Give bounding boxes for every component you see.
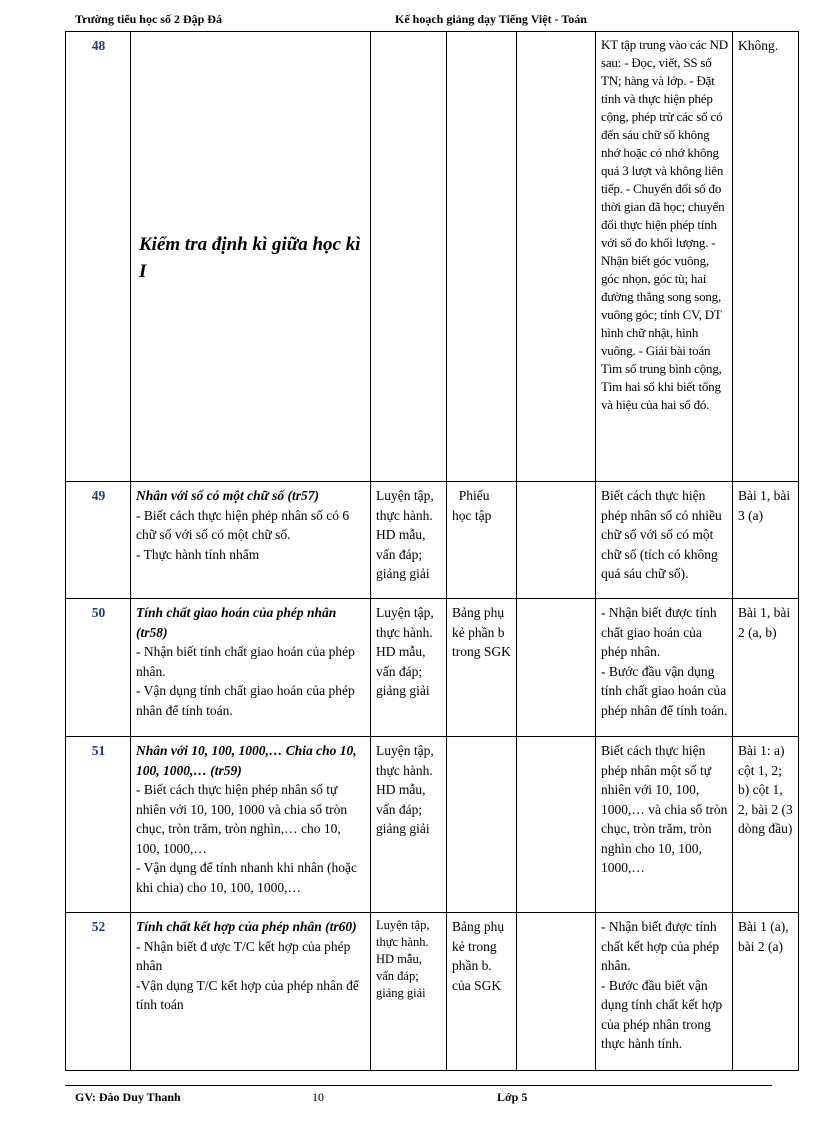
- method-cell: [371, 32, 447, 482]
- lesson-content-cell: [131, 599, 371, 737]
- empty-cell: [517, 913, 596, 1071]
- exercises-cell: Bài 1, bài 3 (a): [733, 482, 799, 599]
- requirements-cell: Biết cách thực hiện phép nhân số có nhiều chữ số với số có một chữ số (tích có không quá sáu chữ số).: [596, 482, 733, 599]
- requirements-cell: - Nhận biết được tính chất giao hoán của phép nhân. - Bước đầu vận dụng tính chất giao hoán của phép nhân để tính toán.: [596, 599, 733, 737]
- materials-cell: Bảng phụ kẻ phần b trong SGK: [447, 599, 517, 737]
- lesson-objective: - Vận dụng để tính nhanh khi nhân (hoặc khi chia) cho 10, 100, 1000,…: [136, 860, 357, 895]
- lesson-number: 49: [66, 482, 131, 599]
- header-school: Trường tiểu học số 2 Đập Đá: [75, 12, 222, 26]
- exercises-cell: Bài 1: a) cột 1, 2; b) cột 1, 2, bài 2 (3 dòng đầu): [733, 737, 799, 913]
- empty-cell: [517, 32, 596, 482]
- lesson-objective: - Biết cách thực hiện phép nhân số có 6 chữ số với số có một chữ số.: [136, 507, 350, 542]
- lesson-objective: - Vận dụng tính chất giao hoán của phép nhân để tính toán.: [136, 683, 355, 718]
- lesson-title: Tính chất kết hợp của phép nhân (tr60): [136, 919, 357, 934]
- lesson-objective: - Thực hành tính nhẩm: [136, 546, 260, 562]
- lesson-title: Kiểm tra định kì giữa học kì I: [139, 233, 361, 282]
- table-row: [66, 913, 799, 1071]
- lesson-number: 51: [66, 737, 131, 913]
- footer-page-number: 10: [312, 1090, 324, 1104]
- requirements-cell: Biết cách thực hiện phép nhân một số tự nhiên với 10, 100, 1000,… và chia số tròn chục, tròn trăm, tròn nghìn cho 10, 100, 1000,…: [596, 737, 733, 913]
- empty-cell: [517, 737, 596, 913]
- method-cell: Luyện tập, thực hành. HD mẫu, vấn đáp; giảng giải: [371, 482, 447, 599]
- lesson-objective: -Vận dụng T/C kết hợp của phép nhân để tính toán: [136, 977, 359, 1012]
- materials-cell: [447, 32, 517, 482]
- lesson-number: 50: [66, 599, 131, 737]
- materials-cell: Phiếu học tập: [447, 482, 517, 599]
- method-cell: Luyện tập, thực hành. HD mẫu, vấn đáp; giảng giải: [371, 599, 447, 737]
- footer-grade: Lớp 5: [497, 1090, 528, 1104]
- lesson-title: Nhân với 10, 100, 1000,… Chia cho 10, 100, 1000,… (tr59): [136, 743, 357, 778]
- exercises-cell: Bài 1 (a), bài 2 (a): [733, 913, 799, 1071]
- lesson-title: Nhân với số có một chữ số (tr57): [136, 488, 319, 503]
- empty-cell: [517, 599, 596, 737]
- footer-divider: [65, 1085, 772, 1086]
- header-plan-title: Kế hoạch giảng dạy Tiếng Việt - Toán: [395, 12, 587, 26]
- lesson-objective: - Nhận biết tính chất giao hoán của phép nhân.: [136, 644, 355, 679]
- lesson-title: Tính chất giao hoán của phép nhân (tr58): [136, 605, 337, 640]
- lesson-number: 48: [66, 32, 131, 482]
- table-row: [66, 599, 799, 737]
- footer-teacher: GV: Đào Duy Thanh: [75, 1090, 181, 1104]
- lesson-objective: - Biết cách thực hiện phép nhân số tự nhiên với 10, 100, 1000 và chia số tròn chục, tròn trăm, tròn nghìn,… cho 10, 100, 1000,…: [136, 782, 348, 856]
- exercises-cell: Bài 1, bài 2 (a, b): [733, 599, 799, 737]
- table-row: [66, 32, 799, 482]
- requirements-cell: KT tập trung vào các ND sau: - Đọc, viết, SS số TN; hàng và lớp. - Đặt tính và thực hiện phép cộng, phép trừ các số có đến sáu chữ số không nhớ hoặc có nhớ không quá 3 lượt và không liên tiếp. - Chuyển đổi số đo thời gian đã học; chuyển đổi thực hiện phép tính với số đo khối lượng. - Nhận biết góc vuông, góc nhọn, góc tù; hai đường thẳng song song, vuông góc; tính CV, DT hình chữ nhật, hình vuông. - Giải bài toán Tìm số trung bình cộng, Tìm hai số khi biết tổng và hiệu của hai số đó.: [596, 32, 733, 482]
- requirements-cell: - Nhận biết được tính chất kết hợp của phép nhân. - Bước đầu biết vận dụng tính chất kết hợp của phép nhân trong thực hành tính.: [596, 913, 733, 1071]
- lesson-plan-table: [65, 31, 799, 1071]
- materials-cell: Bảng phụ kẻ trong phần b. của SGK: [447, 913, 517, 1071]
- empty-cell: [517, 482, 596, 599]
- lesson-content-cell: [131, 32, 371, 482]
- table-row: [66, 482, 799, 599]
- lesson-content-cell: [131, 913, 371, 1071]
- lesson-content-cell: [131, 737, 371, 913]
- exercises-cell: Không.: [733, 32, 799, 482]
- lesson-content-cell: [131, 482, 371, 599]
- table-row: [66, 737, 799, 913]
- method-cell: Luyện tập, thực hành. HD mẫu, vấn đáp; giảng giải: [371, 913, 447, 1071]
- lesson-objective: - Nhận biết đ ược T/C kết hợp của phép nhân: [136, 938, 351, 973]
- lesson-number: 52: [66, 913, 131, 1071]
- materials-cell: [447, 737, 517, 913]
- method-cell: Luyện tập, thực hành. HD mẫu, vấn đáp; giảng giải: [371, 737, 447, 913]
